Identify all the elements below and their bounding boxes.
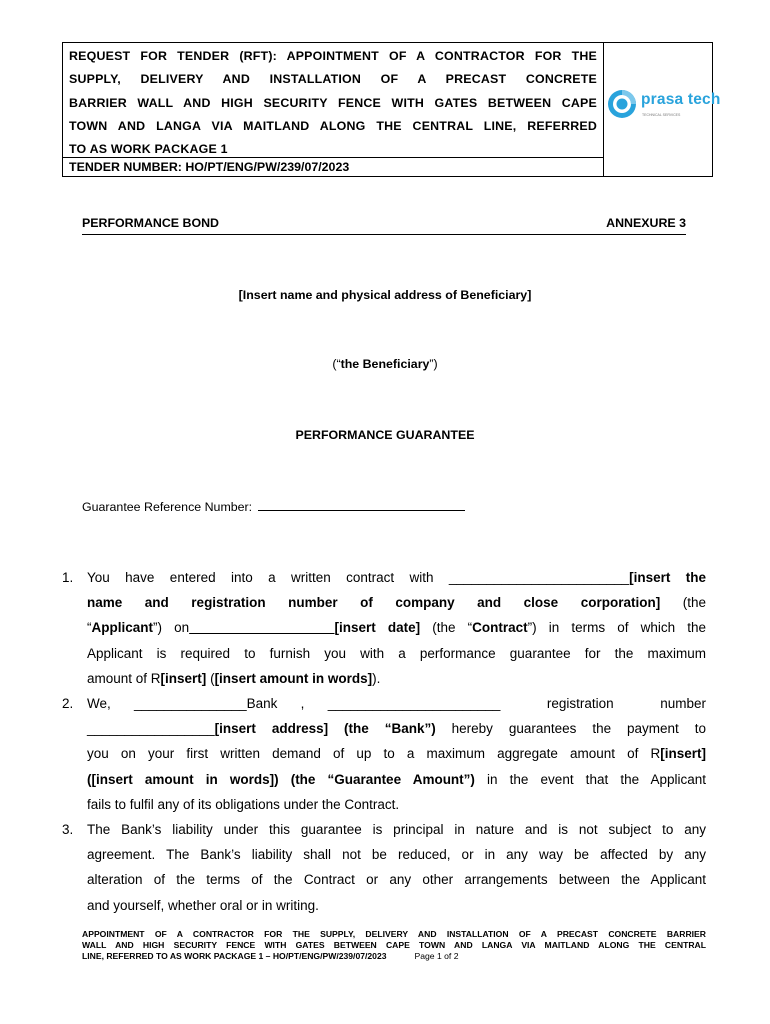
title-line: TOWN AND LANGA VIA MAITLAND ALONG THE CENTRAL LINE, REFERRED [69,118,597,133]
logo-mark-icon [607,89,637,119]
clause-number: 1. [62,570,74,585]
text-part: hereby guarantees the payment to [435,721,706,737]
footer-line: APPOINTMENT OF A CONTRACTOR FOR THE SUPPLY, DELIVERY AND INSTALLATION OF A PRECAST CONCRETE BARRIER [82,929,706,939]
text-part: [insert] [660,746,706,762]
clause-number: 2. [62,696,74,712]
text-part: ([insert amount in words]) (the “Guarantee Amount”) [87,771,475,787]
clause-line [87,590,706,615]
guarantee-title: PERFORMANCE GUARANTEE [295,428,475,442]
text-part: (the “ [420,620,473,636]
text-part: You have entered into a written contract with ________________________ [87,570,630,585]
clause-line: agreement. The Bank’s liability shall not be reduced, or in any way be affected by any [87,847,706,863]
clause-line [87,666,706,691]
text-part: Applicant [91,620,154,636]
text-part: (the [660,595,706,611]
tender-title [63,43,604,157]
text-part: ( [206,670,215,686]
footer-line [82,951,706,962]
clause-line [87,741,706,766]
clause-line: alteration of the terms of the Contract or any other arrangements between the Applicant [87,872,706,888]
footer-line: WALL AND HIGH SECURITY FENCE WITH GATES BETWEEN CAPE TOWN AND LANGA VIA MAITLAND ALONG THE CENTRAL [82,940,706,950]
text-part: “ [87,620,92,636]
page-footer [82,929,706,962]
text-part: [insert amount in words] [214,670,373,686]
logo-name: prasa tech [641,91,721,108]
text-part: [insert date] [334,620,421,636]
guarantee-reference [82,498,465,514]
clause-line: We, _______________Bank , _______________________ registration number [87,696,706,712]
text-part: ”) on [153,620,190,636]
clause-line [87,716,706,741]
text-part: in the event that the Applicant [474,771,706,787]
text-part: _________________ [87,721,215,737]
beneficiary-insert: [Insert name and physical address of Beneficiary] [238,288,532,302]
text-part: ”) [429,357,438,371]
title-line: SUPPLY, DELIVERY AND INSTALLATION OF A PRECAST CONCRETE [69,72,597,87]
text-part: Contract [472,620,528,636]
text-part: amount of R [87,670,161,686]
page-number: Page 1 of 2 [414,951,459,961]
clause-line [87,565,706,590]
clause-line: Applicant is required to furnish you with a performance guarantee for the maximum [87,645,706,661]
annexure-label: ANNEXURE 3 [606,216,686,230]
clause-number: 3. [62,822,74,838]
clause-2 [62,691,706,817]
text-part: [insert the [629,570,706,585]
text-part [189,620,334,635]
clause-line [87,615,706,640]
reference-label: Guarantee Reference Number: [82,500,253,514]
text-part: you on your first written demand of up to a maximum aggregate amount of R [87,746,661,762]
title-line: TO AS WORK PACKAGE 1 [69,142,228,157]
tender-number: TENDER NUMBER: HO/PT/ENG/PW/239/07/2023 [63,157,604,177]
prasa-tech-logo [604,43,721,177]
performance-bond-label: PERFORMANCE BOND [82,216,219,230]
text-part: the Beneficiary [340,357,430,371]
text-part: (“ [332,357,341,371]
text-part: ”) in terms of which the [527,620,706,636]
bond-heading [82,216,686,235]
clause-line: fails to fulfil any of its obligations under the Contract. [87,796,400,812]
clause-line [87,767,706,792]
text-part: LINE, REFERRED TO AS WORK PACKAGE 1 – HO/PT/ENG/PW/239/07/2023 [82,951,387,961]
text-part: name and registration number of company and close corporation] [87,595,661,611]
clause-1 [62,565,706,691]
text-part: [insert address] (the “Bank”) [214,721,436,737]
text-part: ). [372,670,381,686]
beneficiary-label [0,357,770,371]
logo-tagline: TECHNICAL SERVICES [642,113,681,117]
title-line: REQUEST FOR TENDER (RFT): APPOINTMENT OF A CONTRACTOR FOR THE [69,49,597,63]
clause-line: The Bank’s liability under this guarantee is principal in nature and is not subject to any [87,822,706,838]
reference-blank [258,498,465,511]
clause-line: and yourself, whether oral or in writing. [87,897,319,913]
header-table [62,42,721,177]
clauses [62,565,706,918]
title-line: BARRIER WALL AND HIGH SECURITY FENCE WITH GATES BETWEEN CAPE [69,95,597,110]
text-part: [insert] [160,670,207,686]
clause-3 [62,817,706,918]
